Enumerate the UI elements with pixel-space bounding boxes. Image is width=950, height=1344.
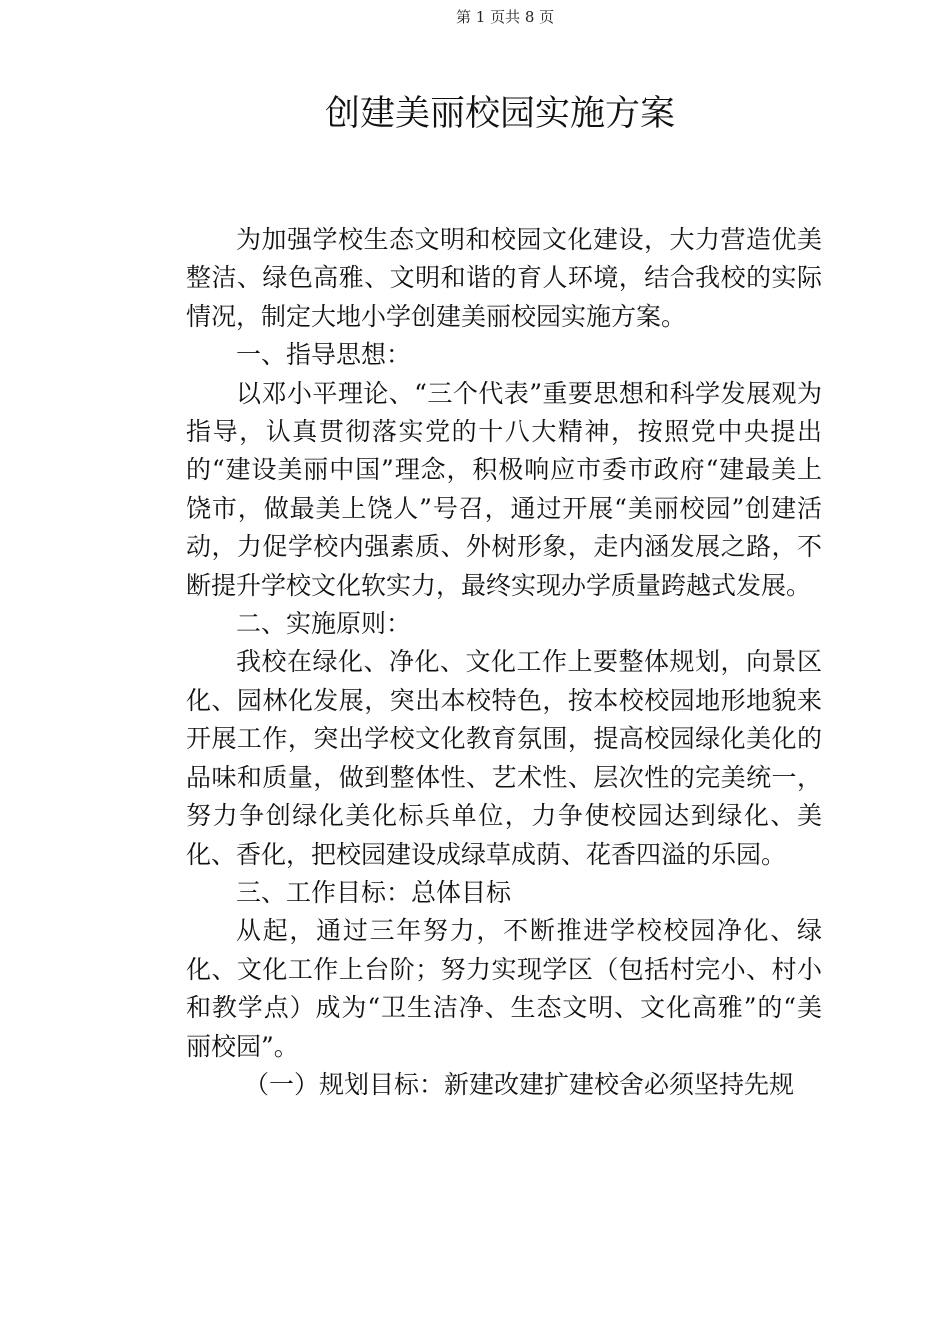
principles-paragraph: 我校在绿化、净化、文化工作上要整体规划，向景区化、园林化发展，突出本校特色，按本校校园地形地貌来开展工作，突出学校文化教育氛围，提高校园绿化美化的品味和质量，做到整体性、艺术性、层次性的完美统一，努力争创绿化美化标兵单位，力争使校园达到绿化、美化、香化，把校园建设成绿草成荫、花香四溢的乐园。 xyxy=(186,647,822,869)
goals-paragraph: 从起，通过三年努力，不断推进学校校园净化、绿化、文化工作上台阶；努力实现学区（包括村完小、村小和教学点）成为“卫生洁净、生态文明、文化高雅”的“美丽校园”。 xyxy=(186,916,822,1061)
page-number-indicator: 第 1 页共 8 页 xyxy=(456,8,555,26)
guiding-ideology-paragraph: 以邓小平理论、“三个代表”重要思想和科学发展观为指导，认真贯彻落实党的十八大精神，按照党中央提出的“建设美丽中国”理念，积极响应市委市政府“建最美上饶市，做最美上饶人”号召，通过开展“美丽校园”创建活动，力促学校内强素质、外树形象，走内涵发展之路，不断提升学校文化软实力，最终实现办学质量跨越式发展。 xyxy=(186,378,822,600)
planning-goal-paragraph: （一）规划目标：新建改建扩建校舍必须坚持先规 xyxy=(244,1069,795,1099)
document-title: 创建美丽校园实施方案 xyxy=(324,94,675,134)
section-heading-principles: 二、实施原则： xyxy=(236,609,412,639)
document-body xyxy=(186,221,822,1104)
section-heading-goals: 三、工作目标：总体目标 xyxy=(236,877,512,907)
intro-paragraph: 为加强学校生态文明和校园文化建设，大力营造优美整洁、绿色高雅、文明和谐的育人环境，结合我校的实际情况，制定大地小学创建美丽校园实施方案。 xyxy=(186,225,822,331)
section-heading-guiding-ideology: 一、指导思想： xyxy=(236,340,412,370)
